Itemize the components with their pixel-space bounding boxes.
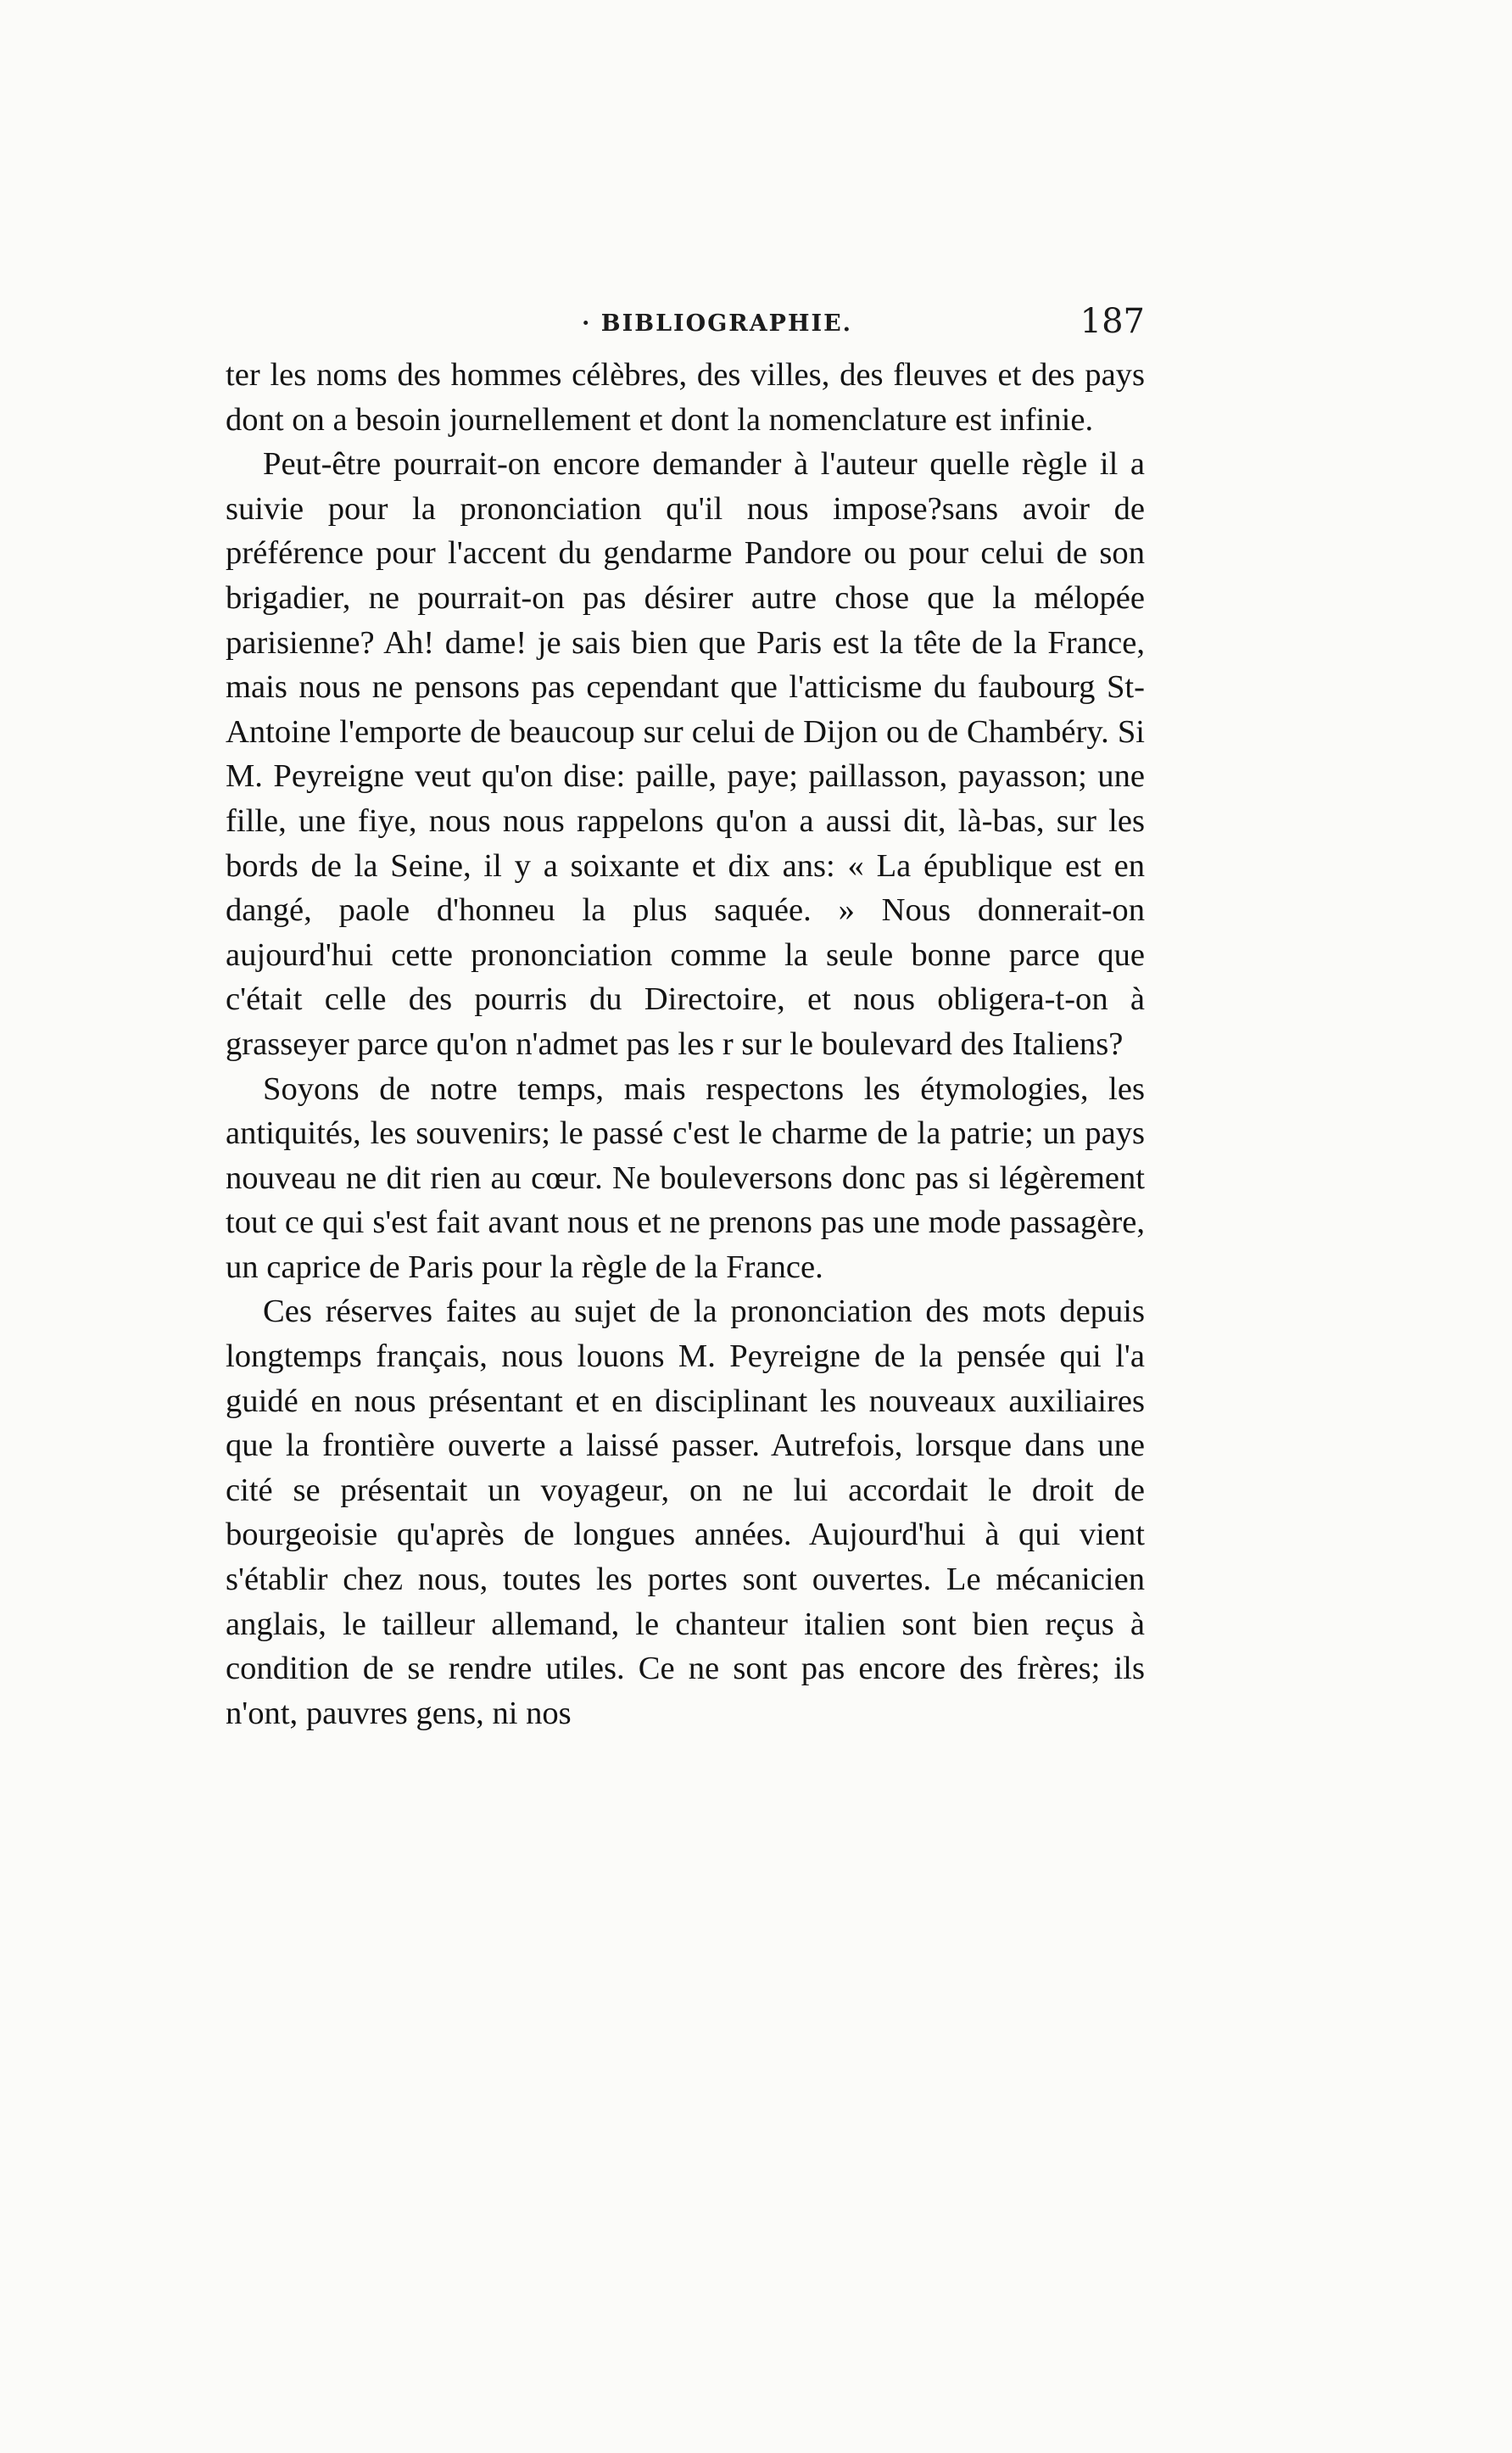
- running-head: [226, 302, 1145, 353]
- page-number: 187: [1080, 302, 1145, 341]
- body-text: [226, 353, 1145, 1735]
- paragraph-pronunciation-question: Peut-être pourrait-on encore demander à l'auteur quelle règle il a suivie pour la prononciation qu'il nous impose?sans avoir de préférence pour l'accent du gendarme Pandore ou pour celui de son brigadier, ne pourrait-on pas désirer autre chose que la mélopée parisienne? Ah! dame! je sais bien que Paris est la tête de la France, mais nous ne pensons pas cependant que l'atticisme du faubourg St-Antoine l'emporte de beaucoup sur celui de Dijon ou de Chambéry. Si M. Peyreigne veut qu'on dise: paille, paye; paillasson, payasson; une fille, une fiye, nous nous rappelons qu'on a aussi dit, là-bas, sur les bords de la Seine, il y a soixante et dix ans: « La épublique est en dangé, paole d'honneu la plus saquée. » Nous donnerait-on aujourd'hui cette prononciation comme la seule bonne parce que c'était celle des pourris du Directoire, et nous obligera-t-on à grasseyer parce qu'on n'admet pas les r sur le boulevard des Italiens?: [226, 446, 1145, 1062]
- paragraph-continuation: ter les noms des hommes célèbres, des villes, des fleuves et des pays dont on a besoin journellement et dont la nomenclature est infinie.: [226, 357, 1145, 438]
- paragraph-reservations: Ces réserves faites au sujet de la prononciation des mots depuis longtemps français, nous louons M. Peyreigne de la pensée qui l'a guidé en nous présentant et en disciplinant les nouveaux auxiliaires que la frontière ouverte a laissé passer. Autrefois, lorsque dans une cité se présentait un voyageur, on ne lui accordait le droit de bourgeoisie qu'après de longues années. Aujourd'hui à qui vient s'établir chez nous, toutes les portes sont ouvertes. Le mécanicien anglais, le tailleur allemand, le chanteur italien sont bien reçus à condition de se rendre utiles. Ce ne sont pas encore des frères; ils n'ont, pauvres gens, ni nos: [226, 1294, 1145, 1731]
- running-title: · BIBLIOGRAPHIE.: [582, 310, 853, 337]
- paragraph-respect-etymologies: Soyons de notre temps, mais respectons les étymologies, les antiquités, les souvenirs; le passé c'est le charme de la patrie; un pays nouveau ne dit rien au cœur. Ne bouleversons donc pas si légèrement tout ce qui s'est fait avant nous et ne prenons pas une mode passagère, un caprice de Paris pour la règle de la France.: [226, 1070, 1145, 1285]
